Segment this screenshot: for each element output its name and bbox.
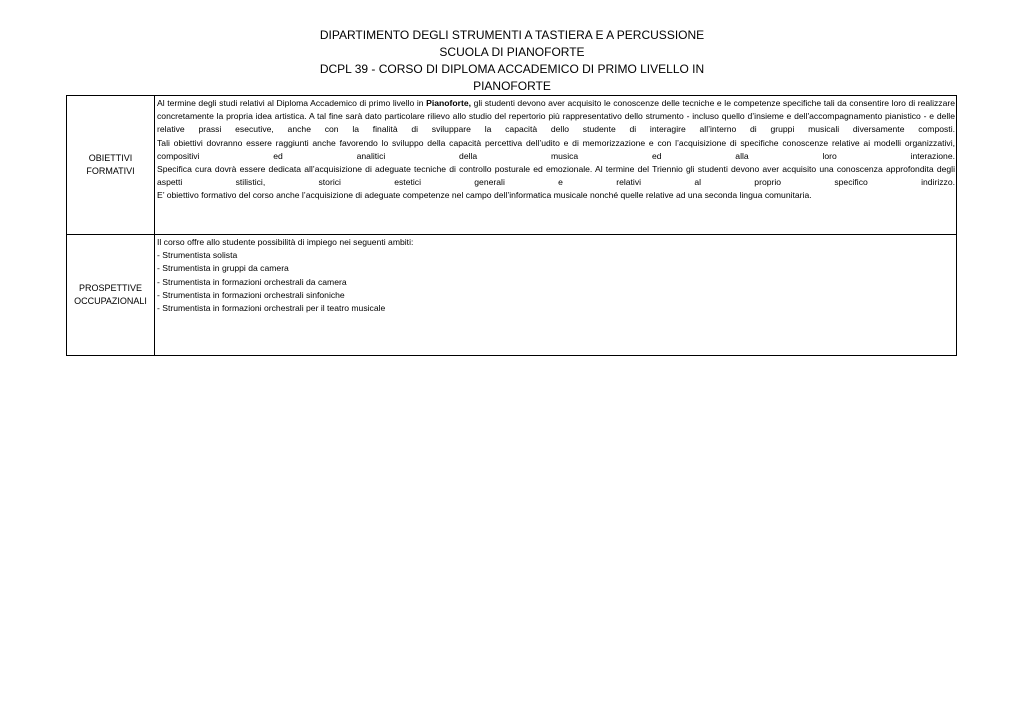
prospettive-intro: Il corso offre allo studente possibilità di impiego nei seguenti ambiti: [157,237,414,247]
course-info-table [66,95,957,356]
list-item: - Strumentista in formazioni orchestrali sinfoniche [157,289,345,300]
department-title: DIPARTIMENTO DEGLI STRUMENTI A TASTIERA E A PERCUSSIONE [319,28,705,42]
list-item: - Strumentista in formazioni orchestrali per il teatro musicale [157,303,386,314]
obiettivi-paragraph-2: Tali obiettivi dovranno essere raggiunti anche favorendo lo sviluppo della capacità percettiva dell’udito e di memorizzazione e con l’acquisizione di specifiche conoscenze relative ai modelli organizzativi, compositivi ed analitici della musica ed alla loro interazione. [157,137,955,161]
prospettive-content-cell [155,235,957,356]
obiettivi-content-cell [155,96,957,235]
obiettivi-p1-rest: gli studenti devono aver acquisito le conoscenze delle tecniche e le competenze specifiche tali da consentire loro di realizzare concretamente la propria idea artistica. A tal fine sarà dato particolare rilievo allo studio del repertorio più rappresentativo dello strumento - incluso quello d’insieme e dell'accompagnamento pianistico - e delle relative prassi esecutive, anche con la finalità di sviluppare la capacità dello studente di interagire all’interno di gruppi musicali diversamente composti. [157,98,955,135]
document-header [0,27,1024,95]
obiettivi-paragraph-3: Specifica cura dovrà essere dedicata all’acquisizione di adeguate tecniche di controllo posturale ed emozionale. Al termine del Triennio gli studenti devono aver acquisito una conoscenza approfondita degli aspetti stilistici, storici estetici generali e relativi al proprio specifico indirizzo. [157,164,955,188]
obiettivi-paragraph-1 [157,97,955,137]
obiettivi-paragraph-4: E’ obiettivo formativo del corso anche l’acquisizione di adeguate competenze nel campo dell’informatica musicale nonché quelle relative ad una seconda lingua comunitaria. [157,190,812,201]
prospettive-label-line1: PROSPETTIVE [78,283,142,293]
table-row-prospettive [67,235,957,356]
obiettivi-p1-bold: Pianoforte, [426,98,472,108]
prospettive-label-line2: OCCUPAZIONALI [74,296,147,306]
school-title: SCUOLA DI PIANOFORTE [439,45,585,59]
prospettive-label-cell [67,235,155,356]
obiettivi-p1-text: Al termine degli studi relativi al Diploma Accademico di primo livello in [157,98,427,108]
obiettivi-label-cell [67,96,155,235]
table-row-obiettivi [67,96,957,235]
list-item: - Strumentista in formazioni orchestrali da camera [157,276,347,287]
list-item: - Strumentista solista [157,250,238,261]
course-title: DCPL 39 - CORSO DI DIPLOMA ACCADEMICO DI PRIMO LIVELLO IN [319,62,705,76]
list-item: - Strumentista in gruppi da camera [157,263,289,274]
course-title-continued: PIANOFORTE [473,79,551,93]
obiettivi-label-line2: FORMATIVI [86,166,135,176]
obiettivi-label-line1: OBIETTIVI [88,153,133,163]
